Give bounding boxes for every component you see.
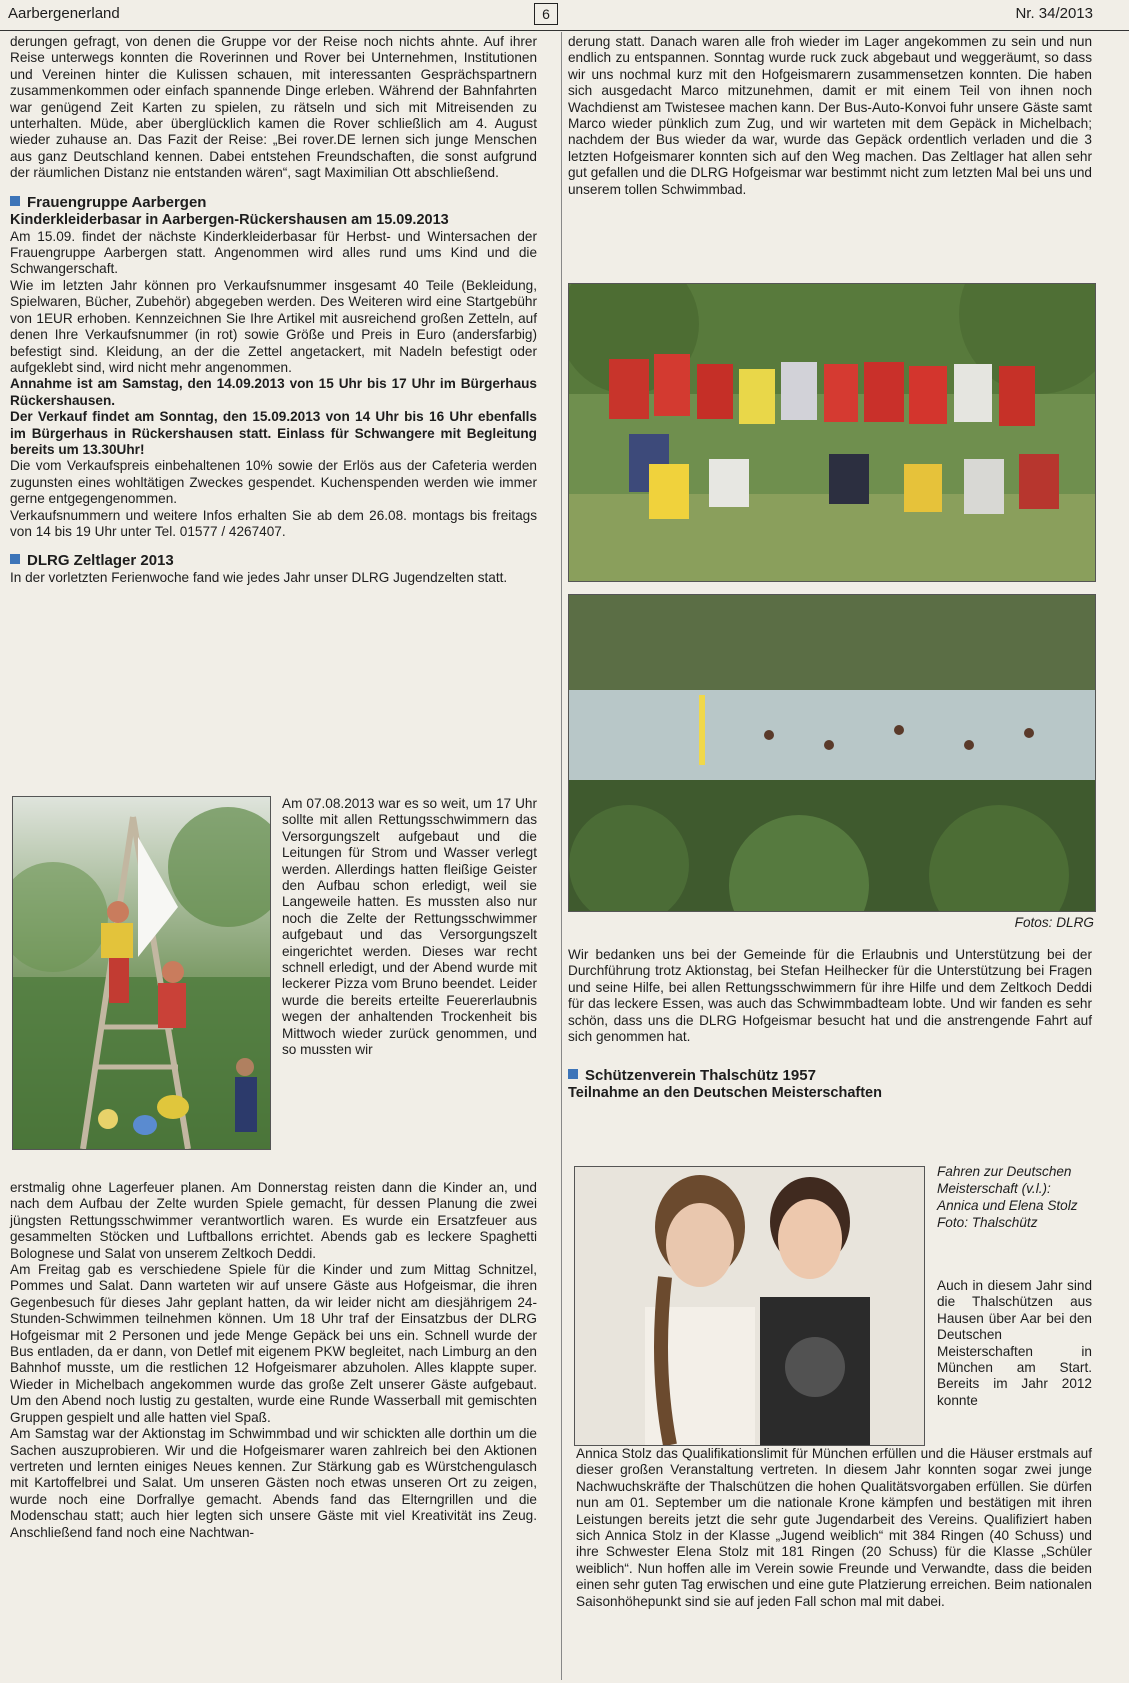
dlrg-paragraph: Am Freitag gab es verschiedene Spiele für die Kinder und zum Mittag Schnitzel, Pommes und Salat. Dann warteten wir auf unsere Gäste aus Hofgeismar, die ihren Gegenbesuch für dieses Jahr geplant hatten, da wir leider nicht am diesjährigem 24-Stunden-Schwimmen teilnehmen können. Um 18 Uhr traf der Einsatzbus der DLRG Hofgeismar mit 2 Personen und jede Menge Gepäck bei uns ein. Schnell wurde der Bus entladen, da er dann, von Detlef mit eigenem PKW begleitet, nach Limburg an den Bahnhof musste, um die restlichen 12 Hofgeismarer abzuholen. Alles klappte super. Wieder in Michelbach angekommen wurde das große Zelt unserer Gäste aufgebaut. Um den Abend noch lustig zu gestalten, wurde eine Runde Wasserball mit gemischten Gruppen gespielt und alle hatten viel Spaß. (10, 1262, 537, 1425)
schuetzen-heading: Schützenverein Thalschütz 1957 (568, 1067, 1092, 1085)
rover-article-end: derungen gefragt, von denen die Gruppe vor der Reise noch nichts ahnte. Auf ihrer Reise unterwegs konnten die Roverinnen und Rover bei Unternehmen, Institutionen und Vereinen hinter die Kulissen schauen, mit interessanten Gesprächspartnern zusammenkommen oder einfach spannende Dinge erleben. Während der Bahnfahrten war genügend Zeit Karten zu spielen, zu rätseln und sich mit Mitreisenden zu unterhalten. Müde, aber überglücklich kamen die Rover schließlich am 4. August wieder zuhause an. Das Fazit der Reise: „Bei rover.DE lernen sich junge Menschen aus ganz Deutschland kennen. Dabei entstehen Freundschaften, die sonst aufgrund der räumlichen Distanz nie entstanden wären“, sagt Maximilian Ott abschließend. (10, 34, 537, 181)
schuetzen-subheading: Teilnahme an den Deutschen Meisterschaften (568, 1085, 882, 1102)
page-header (0, 0, 1129, 31)
frauen-paragraph: Am 15.09. findet der nächste Kinderkleiderbasar für Herbst- und Wintersachen der Frauengruppe Aarbergen statt. Angenommen wird alles rund ums Kind und die Schwangerschaft. (10, 228, 537, 277)
right-column-top (568, 34, 1092, 198)
dlrg-continuation: derung statt. Danach waren alle froh wieder im Lager angekommen zu sein und nun endlich zu entspannen. Sonntag wurde ruck zuck abgebaut und weggeräumt, so dass wir uns nochmal kurz mit den Hofgeismarern zusammensetzen konnten. Die haben sich ausgedacht Marco mitzunehmen, damit er mit einem Teil von ihnen noch Wachdienst am Twistesee machen kann. Der Bus-Auto-Konvoi fuhr unsere Gäste samt Marco wieder pünklich zum Zug, und wir warteten mit dem Gepäck in Michelbach; nachdem der Bus wieder da war, wurde das Gepäck ordentlich verladen und die 3 letzten Hofgeismarer konnten sich auf den Weg machen. Das Zeltlager hat allen sehr gut gefallen und die DLRG Hofgeismar war bestimmt nicht zum letzten Mal bei uns und unserem tollen Schwimmbad. (568, 34, 1092, 197)
dlrg-pool-photo (568, 594, 1096, 912)
section-marker-icon (10, 554, 20, 564)
frauen-paragraph: Wie im letzten Jahr können pro Verkaufsnummer insgesamt 40 Teile (Bekleidung, Spielwaren, Bücher, Zubehör) abgegeben werden. Des Weiteren wird eine Startgebühr von 1EUR erhoben. Kennzeichnen Sie Ihre Artikel mit ausreichend großen Zetteln, auf denen Ihre Verkaufsnummer (in rot) sowie Größe und Preis in Euro (andersfarbig) befestigt sind. Kleidung, an der die Zettel angetackert, mit Nadeln befestigt oder aufgeklebt sind, wird nicht mehr angenommen. (10, 277, 537, 375)
frauen-subheading: Kinderkleiderbasar in Aarbergen-Rückershausen am 15.09.2013 (10, 211, 449, 228)
schuetzen-photo-caption: Fahren zur Deutschen Meisterschaft (v.l.): Annica und Elena Stolz Foto: Thalschütz (937, 1164, 1078, 1230)
frauen-paragraph: Die vom Verkaufspreis einbehaltenen 10% sowie der Erlös aus der Cafeteria werden zugunsten eines wohltätigen Zweckes gespendet. Kuchenspenden werden wie immer gerne entgegengenommen. (10, 458, 537, 507)
photo-credit: Fotos: DLRG (1014, 915, 1094, 930)
dlrg-beside-photo (282, 796, 537, 1059)
dlrg-tent-photo (12, 796, 271, 1150)
page-number: 6 (534, 3, 558, 25)
dlrg-group-photo (568, 283, 1096, 582)
schuetzen-paragraph-beside: Auch in diesem Jahr sind die Thalschützen aus Hausen über Aar bei den Deutschen Meisterschaften in München am Start. Bereits im Jahr 2012 konnte (937, 1278, 1092, 1408)
dlrg-paragraph: erstmalig ohne Lagerfeuer planen. Am Donnerstag reisten dann die Kinder an, und nach dem Aufbau der Zelte wurden Spiele gemacht, für dessen Planung die zwei jüngsten Rettungsschwimmer verantwortlich waren. Es wurde ein Ersatzfeuer aus gesammelten Stöcken und Luftballons errichtet. Abends gab es leckere Spaghetti Bolognese und Salat von unserem Zeltkoch Deddi. (10, 1180, 537, 1261)
thanks-paragraph: Wir bedanken uns bei der Gemeinde für die Erlaubnis und Unterstützung bei der Durchführung trotz Aktionstag, bei Stefan Heilhecker für die Unterstützung bei Fragen und seine Hilfe, bei allen Rettungsschwimmern für ihre Hilfe und dem Zeltkoch Deddi für das leckere Essen, was auch das Schwimmbadteam lobte. Und wir fanden es sehr schön, dass uns die DLRG Hofgeismar besucht hat und die anstrengende Fahrt auf sich genommen hat. (568, 947, 1092, 1045)
schuetzen-body (576, 1446, 1092, 1610)
tent-pole-scene-image (13, 797, 270, 1149)
dlrg-paragraph: Am Samstag war der Aktionstag im Schwimmbad und wir schickten alle dorthin um die Sachen auszuprobieren. Wir und die Hofgeismarer waren zahlreich bei den Aktionen vertreten und lernten einiges Neues kennen. Zur Stärkung gab es Würstchengulasch mit Kartoffelbrei und Salat. Um unseren Gästen noch etwas unseren Ort zu zeigen, wurde noch eine Dorfrallye gemacht. Abends fand das Elterngrillen und die Modenschau statt; auch hier legten sich unsere Gäste mit viel Kreativität ins Zeug. Anschließend fand noch eine Nachtwan- (10, 1426, 537, 1540)
publication-name: Aarbergenerland (8, 5, 120, 22)
frauen-paragraph-bold: Annahme ist am Samstag, den 14.09.2013 von 15 Uhr bis 17 Uhr im Bürgerhaus Rückershausen. (10, 376, 537, 408)
pool-photo-image (569, 595, 1095, 911)
sisters-photo-image (575, 1167, 924, 1445)
frauen-paragraph-bold: Der Verkauf findet am Sonntag, den 15.09.2013 von 14 Uhr bis 16 Uhr ebenfalls im Bürgerhaus in Rückershausen statt. Einlass für Schwangere mit Begleitung bereits um 13.30Uhr! (10, 409, 537, 457)
schuetzen-beside-photo (937, 1278, 1092, 1409)
frauen-heading: Frauengruppe Aarbergen (10, 194, 537, 212)
issue-number: Nr. 34/2013 (1015, 5, 1093, 22)
dlrg-heading: DLRG Zeltlager 2013 (10, 552, 537, 570)
dlrg-paragraph-beside: Am 07.08.2013 war es so weit, um 17 Uhr sollte mit allen Rettungsschwimmern das Versorgungszelt aufgebaut und die Leitungen für Strom und Wasser verlegt werden. Allerdings hatten fleißige Geister den Aufbau schon erledigt, weil sie Langeweile hatten. Es mussten also nur noch die Zelte der Rettungsschwimmer aufgebaut und das Versorgungszelt eingerichtet werden. Dieses war recht schnell erledigt, und der Abend wurde mit leckerer Pizza vom Bruno beendet. Leider wurde die bereits erteilte Feuererlaubnis wegen der anhaltenden Trockenheit bis Mittwoch wieder zurück genommen, und so mussten wir (282, 796, 537, 1058)
section-marker-icon (10, 196, 20, 206)
section-marker-icon (568, 1069, 578, 1079)
group-photo-image (569, 284, 1095, 581)
column-divider (561, 32, 562, 1680)
schuetzen-paragraph: Annica Stolz das Qualifikationslimit für München erfüllen und die Häuser erstmals auf dieser großen Veranstaltung vertreten. In diesem Jahr konnten sogar zwei junge Nachwuchskräfte der Thalschützen die hohen Qualitätsvorgaben erfüllen. Sie dürfen nun am 01. September um die nationale Krone kämpfen und bestätigen mit ihren Leistungen bereits jetzt die sehr gute Jugendarbeit des Vereins. Qualifiziert haben sich Annica Stolz in der Klasse „Jugend weiblich“ mit 384 Ringen (40 Schuss) und ihre Schwester Elena Stolz mit 181 Ringen (20 Schuss) für die Klasse „Schüler weiblich“. Nun hoffen alle im Verein sowie Freunde und Verwandte, dass die beiden einen sehr guten Tag erwischen und eine gute Platzierung erreichen. Beim nationalen Saisonhöhepunkt sind sie auf jeden Fall schon mal mit dabei. (576, 1446, 1092, 1609)
left-column-bottom (10, 1180, 537, 1541)
dlrg-intro: In der vorletzten Ferienwoche fand wie jedes Jahr unser DLRG Jugendzelten statt. (10, 570, 508, 586)
left-column-top (10, 34, 537, 587)
schuetzen-photo (574, 1166, 925, 1446)
thanks-section (568, 947, 1092, 1102)
frauen-paragraph: Verkaufsnummern und weitere Infos erhalten Sie ab dem 26.08. montags bis freitags von 14 bis 19 Uhr unter Tel. 01577 / 4267407. (10, 507, 537, 539)
